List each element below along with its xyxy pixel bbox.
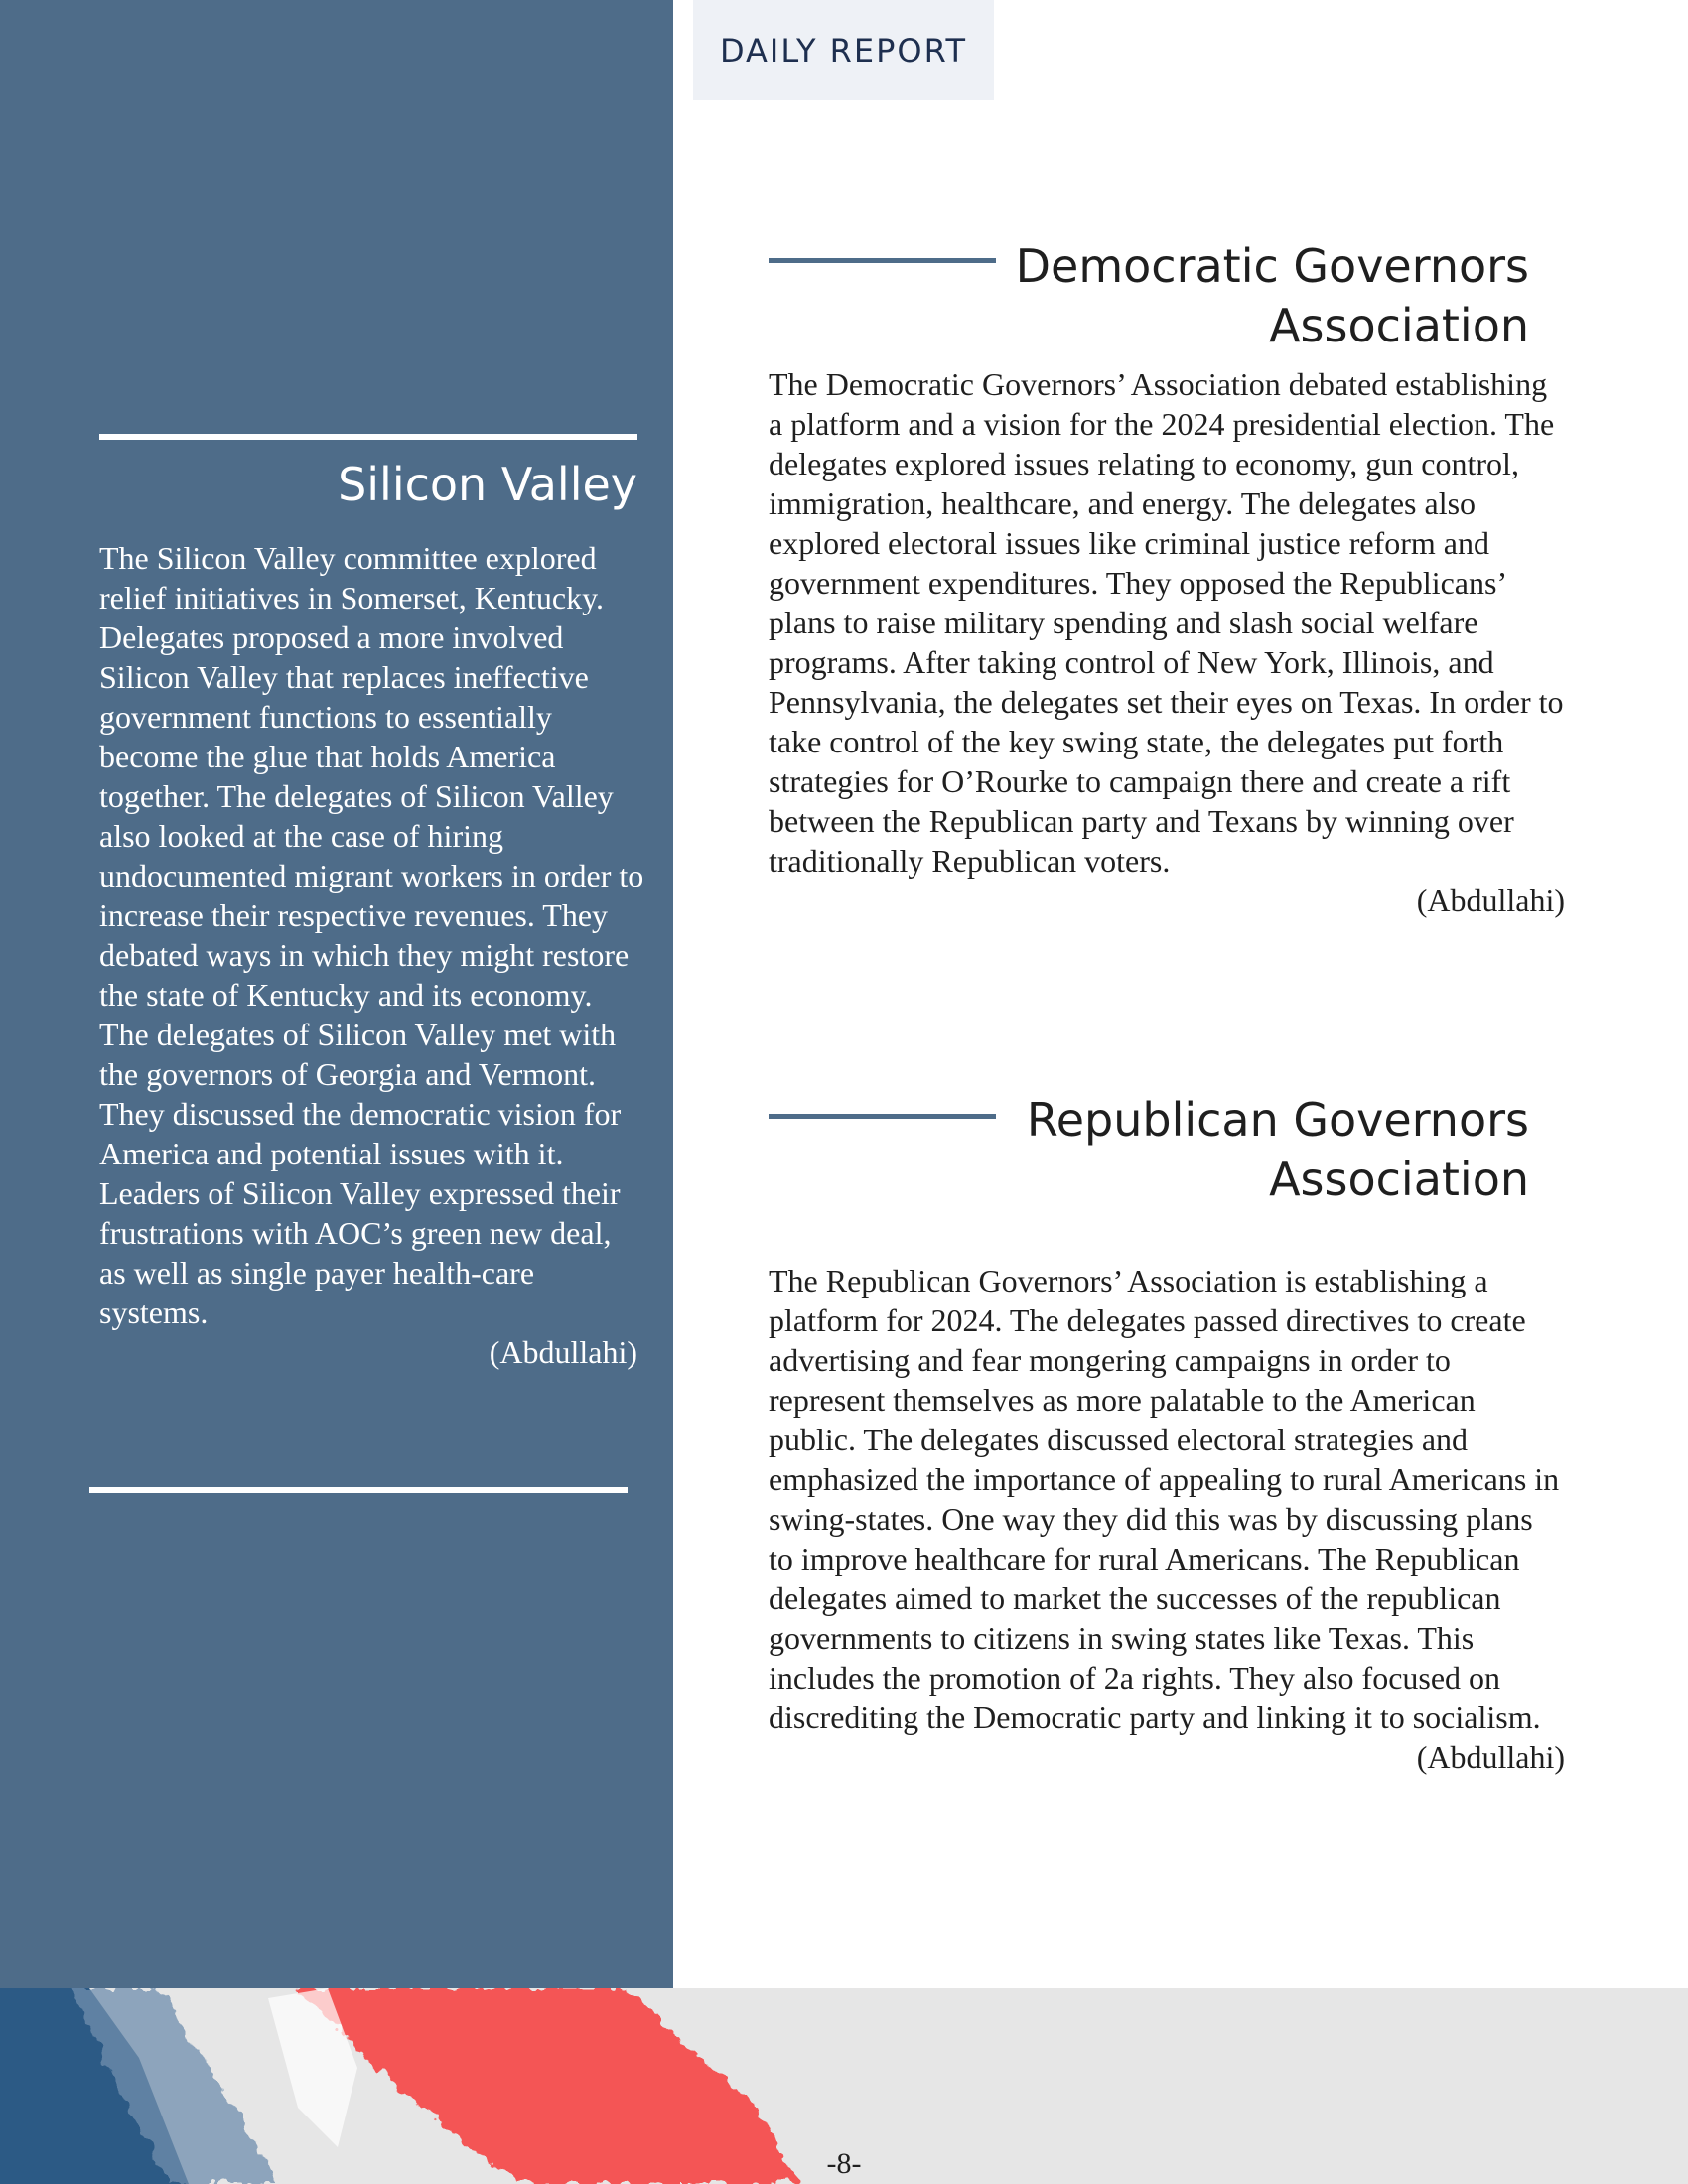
article-attribution-republican: (Abdullahi) (1416, 1739, 1565, 1775)
article-body-democratic: The Democratic Governors’ Association debated establishing a platform and a vision for the 2024 presidential election. The delegates explored issues relating to economy, gun control, immigration, healthcare, and energy. The delegates also explored electoral issues like criminal justice reform and government expenditures. They opposed the Republicans’ plans to raise military spending and slash social welfare programs. After taking control of New York, Illinois, and Pennsylvania, the delegates set their eyes on Texas. In order to take control of the key swing state, the delegates put forth strategies for O’Rourke to campaign there and create a rift between the Republican party and Texans by winning over traditionally Republican voters. (769, 366, 1564, 879)
daily-report-label: DAILY REPORT (719, 31, 968, 69)
article-democratic (769, 364, 1565, 920)
article-attribution-democratic: (Abdullahi) (1416, 883, 1565, 918)
sidebar-divider-top (99, 434, 637, 440)
article-heading-democratic: Democratic Governors Association (1015, 239, 1529, 352)
article-body-republican: The Republican Governors’ Association is establishing a platform for 2024. The delegates passed directives to create advertising and fear mongering campaigns in order to represent themselves as more palatable to the American public. The delegates discussed electoral strategies and emphasized the importance of appealing to rural Americans in swing-states. One way they did this was by discussing plans to improve healthcare for rural Americans. The Republican delegates aimed to market the successes of the republican governments to citizens in swing states like Texas. This includes the promotion of 2a rights. They also focused on discrediting the Democratic party and linking it to socialism. (769, 1263, 1560, 1735)
page-number: -8- (826, 2147, 862, 2180)
sidebar-divider-bottom (89, 1487, 628, 1493)
sidebar-article (99, 538, 645, 1372)
article-heading-republican: Republican Governors Association (1026, 1093, 1529, 1206)
article-divider-democratic (769, 258, 996, 263)
daily-report-tag (693, 0, 994, 100)
sidebar-article-body: The Silicon Valley committee explored relief initiatives in Somerset, Kentucky. Delegates proposed a more involved Silicon Valley that replaces ineffective government functions to essentially become the glue that holds America together. The delegates of Silicon Valley also looked at the case of hiring undocumented migrant workers in order to increase their respective revenues. They debated ways in which they might restore the state of Kentucky and its economy. The delegates of Silicon Valley met with the governors of Georgia and Vermont. They discussed the democratic vision for America and potential issues with it. Leaders of Silicon Valley expressed their frustrations with AOC’s green new deal, as well as single payer health-care systems. (99, 540, 644, 1330)
article-republican (769, 1261, 1565, 1777)
article-divider-republican (769, 1114, 996, 1119)
sidebar-heading: Silicon Valley (338, 458, 637, 511)
sidebar-attribution: (Abdullahi) (489, 1334, 637, 1370)
